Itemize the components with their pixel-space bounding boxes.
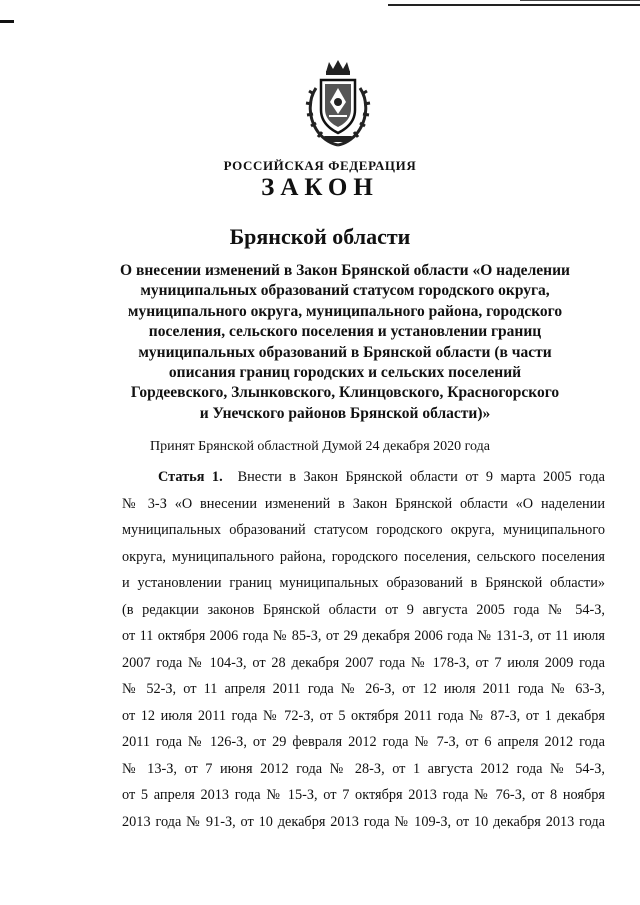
law-title-line: поселения, сельского поселения и установлении границ	[148, 323, 542, 341]
coat-of-arms-icon	[298, 58, 378, 148]
scan-edge-mark-top-secondary	[520, 0, 640, 1]
article-line: № 3-З «О внесении изменений в Закон Брянской области «О наделении	[122, 495, 605, 512]
country-heading: РОССИЙСКАЯ ФЕДЕРАЦИЯ	[223, 158, 417, 173]
article-line: и установлении границ муниципальных образований в Брянской области»	[122, 575, 605, 591]
article-line: (в редакции законов Брянской области от 9 августа 2005 года № 54-З,	[122, 601, 605, 618]
article-line: № 13-З, от 7 июня 2012 года № 28-З, от 1 августа 2012 года № 54-З,	[122, 760, 605, 777]
law-title-line: и Унечского районов Брянской области)»	[199, 404, 491, 422]
document-type-heading: ЗАКОН	[261, 174, 379, 201]
article-line: от 12 июля 2011 года № 72-З, от 5 октября 2011 года № 87-З, от 1 декабря	[122, 707, 605, 724]
law-title-line: О внесении изменений в Закон Брянской области «О наделении	[120, 262, 570, 279]
article-line: № 52-З, от 11 апреля 2011 года № 26-З, от 12 июля 2011 года № 63-З,	[122, 681, 605, 697]
law-title-line: муниципальных образований статусом городского округа,	[140, 282, 550, 300]
article-line: муниципальных образований статусом городского округа, муниципального	[122, 522, 605, 538]
article-line: 2011 года № 126-З, от 29 февраля 2012 года № 7-З, от 6 апреля 2012 года	[122, 734, 605, 750]
article-line: от 5 апреля 2013 года № 15-З, от 7 октября 2013 года № 76-З, от 8 ноября	[122, 787, 605, 803]
article-line: округа, муниципального района, городского поселения, сельского поселения	[122, 548, 605, 565]
article-line: от 11 октября 2006 года № 85-З, от 29 декабря 2006 года № 131-З, от 11 июля	[122, 628, 605, 644]
article-1-body	[122, 464, 605, 835]
law-title	[100, 261, 590, 424]
law-title-line: муниципального округа, муниципального района, городского	[127, 302, 563, 320]
region-heading: Брянской области	[229, 224, 411, 249]
scan-edge-mark-top	[388, 4, 640, 6]
law-title-line: муниципальных образований в Брянской области (в части	[138, 343, 552, 361]
adoption-note: Принят Брянской областной Думой 24 декабря 2020 года	[150, 439, 490, 454]
article-line	[122, 464, 605, 491]
law-title-line: Гордеевского, Злынковского, Клинцовского, Красногорского	[130, 384, 560, 402]
article-label: Статья 1.	[158, 469, 223, 485]
law-title-line: описания границ городских и сельских поселений	[168, 364, 522, 382]
article-first-line-text: Внести в Закон Брянской области от 9 марта 2005 года	[237, 469, 605, 485]
article-line: 2013 года № 91-З, от 10 декабря 2013 года № 109-З, от 10 декабря 2013 года	[122, 813, 605, 830]
scan-edge-mark-left	[0, 20, 14, 23]
article-line: 2007 года № 104-З, от 28 декабря 2007 года № 178-З, от 7 июля 2009 года	[122, 654, 605, 671]
